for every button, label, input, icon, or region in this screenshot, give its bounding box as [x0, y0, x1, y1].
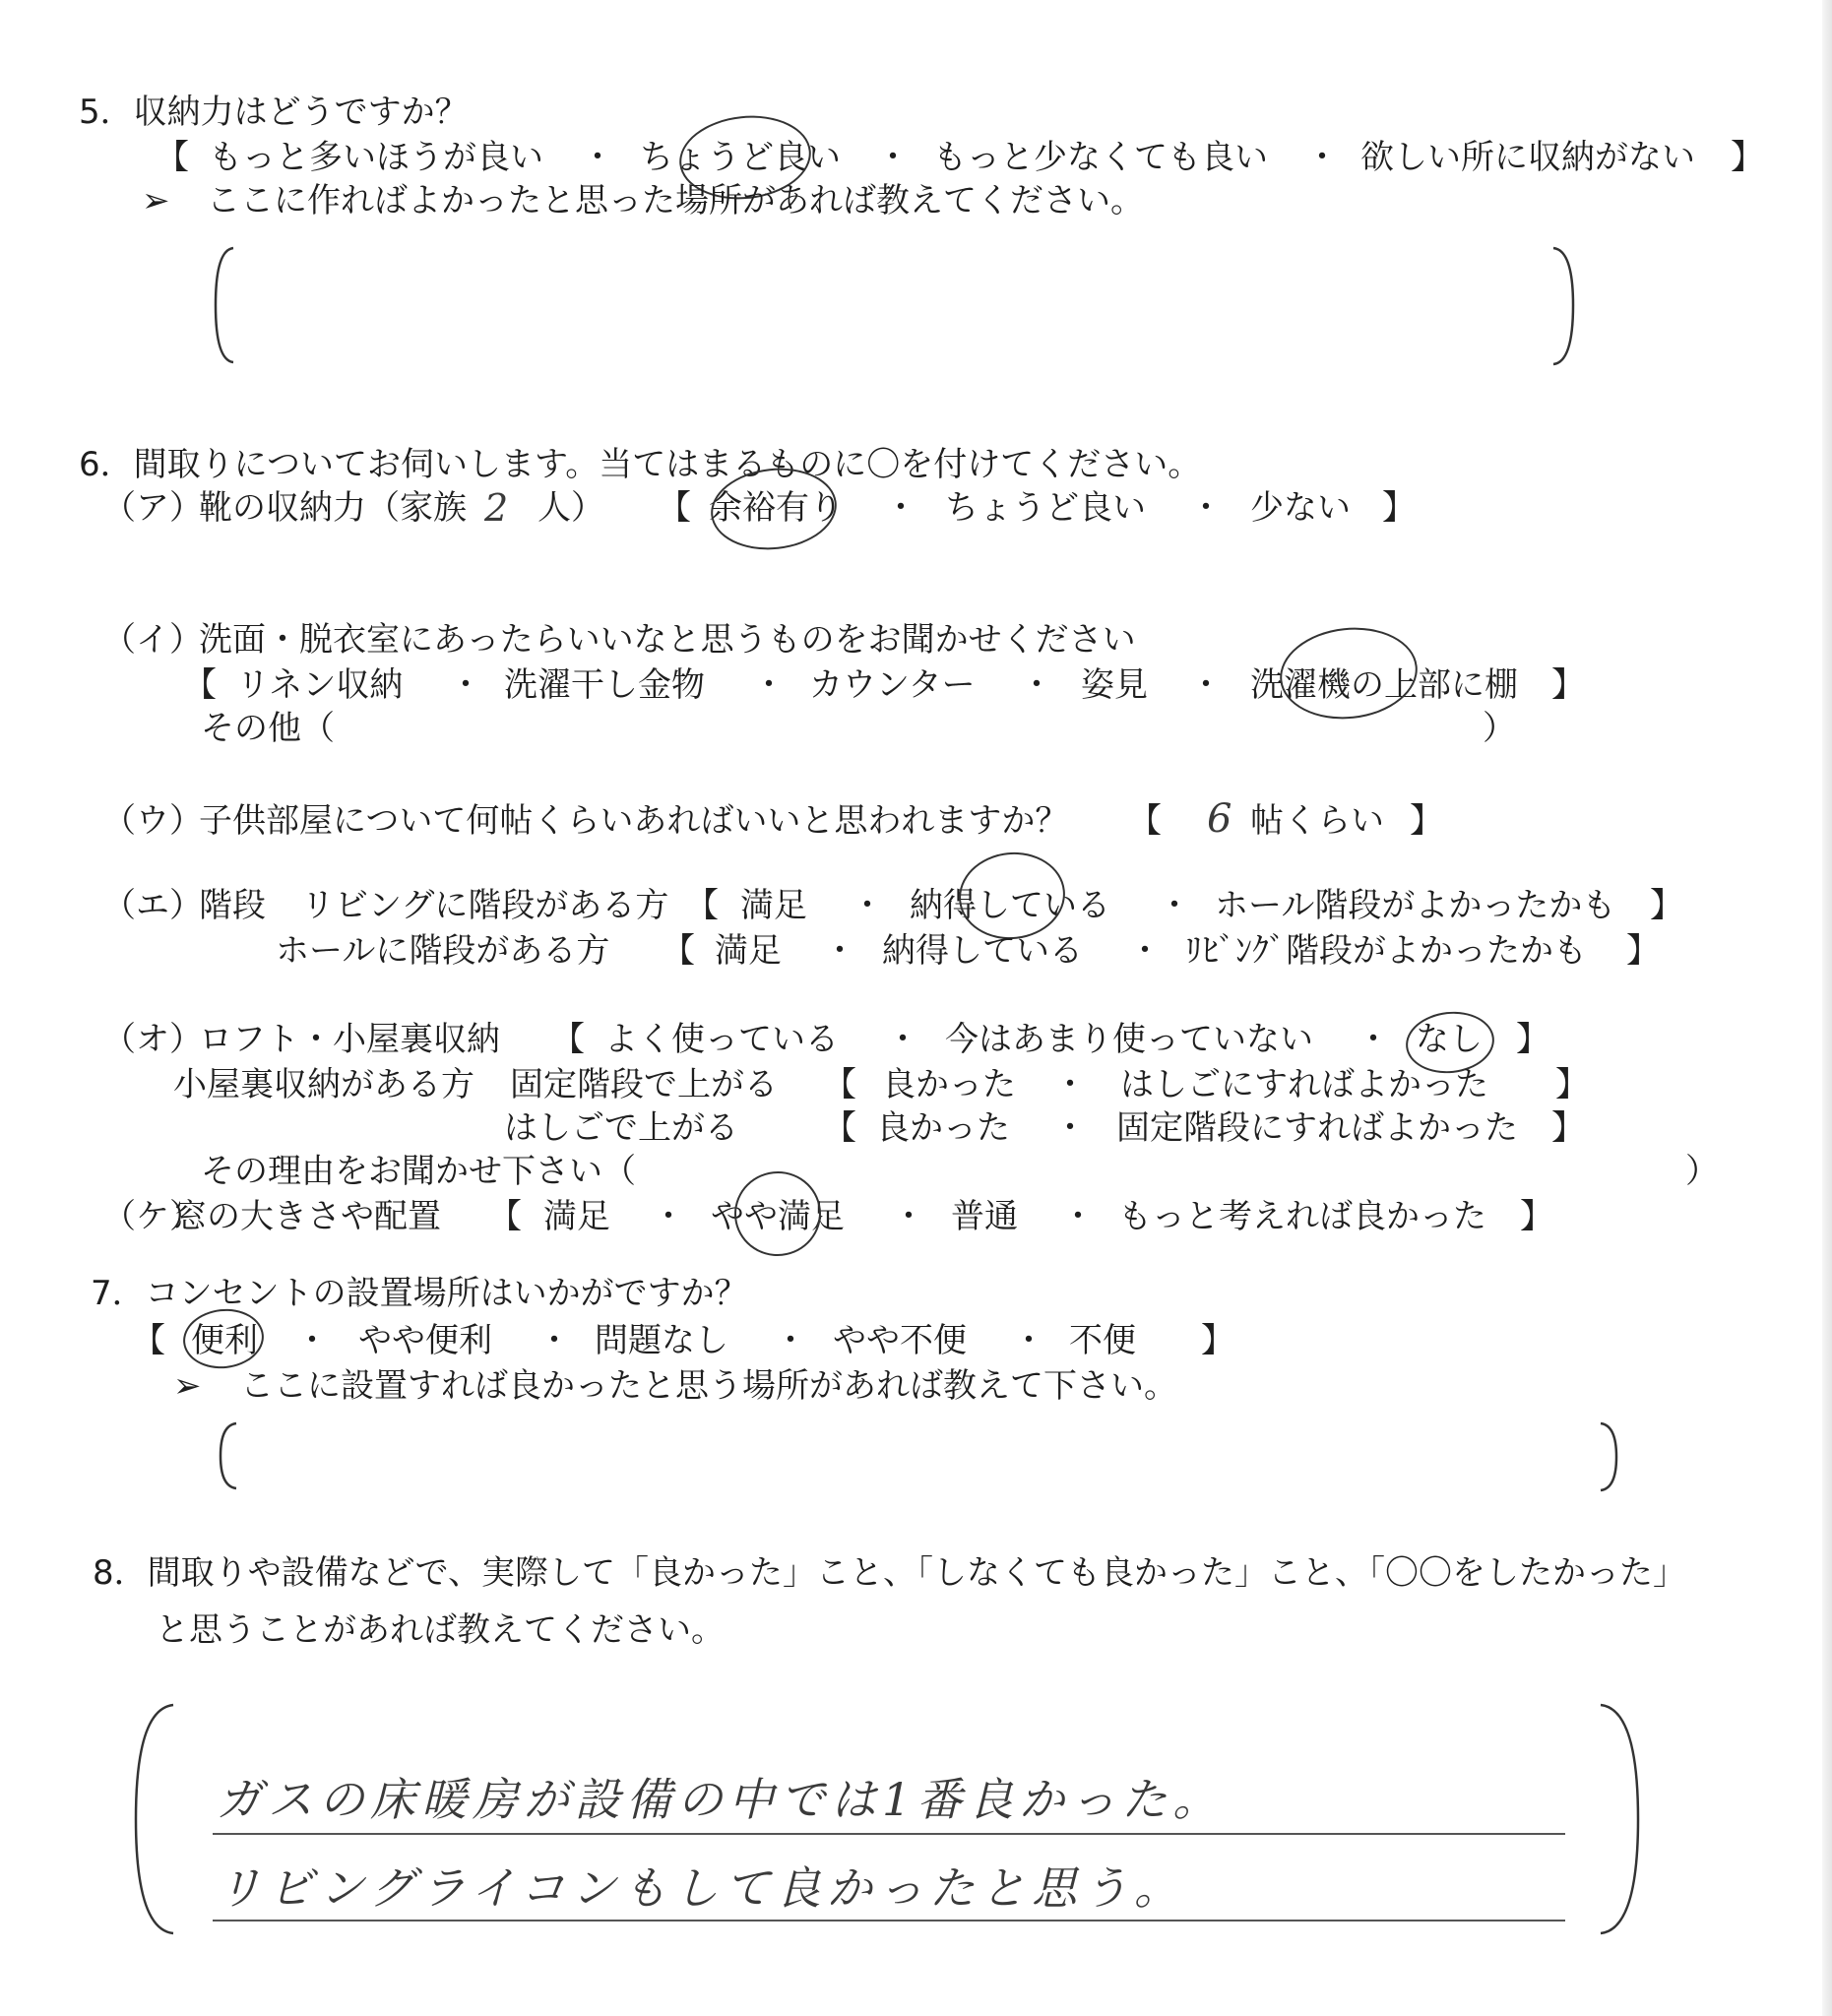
- separator: ・: [774, 1321, 807, 1360]
- q5-option-2[interactable]: ちょうど良い: [640, 138, 841, 177]
- q6e-text: 階段: [199, 886, 266, 925]
- q8-title-line2: と思うことがあれば教えてください。: [156, 1610, 725, 1650]
- separator: ・: [652, 1197, 685, 1236]
- separator: ・: [1305, 138, 1339, 177]
- q6o-open-bracket: 【: [551, 1020, 585, 1059]
- q6a-close-bracket: 】: [1382, 488, 1416, 528]
- q6i-close-bracket: 】: [1551, 665, 1585, 705]
- q5-option-4[interactable]: 欲しい所に収納がない: [1360, 138, 1695, 177]
- q6o-option-2[interactable]: 今はあまり使っていない: [945, 1020, 1313, 1059]
- q6i-option-4[interactable]: 姿見: [1081, 665, 1148, 705]
- q6e-label: （エ）: [102, 886, 203, 925]
- q7-open-bracket: 【: [132, 1321, 165, 1360]
- arrow-icon: ➢: [142, 181, 170, 220]
- q6u-label: （ウ）: [102, 801, 203, 841]
- q5-answer-right-bracket: [1548, 246, 1577, 366]
- separator: ・: [876, 138, 910, 177]
- q6o-fixed-close: 】: [1555, 1065, 1589, 1104]
- q6a-family-count[interactable]: 2: [484, 486, 515, 530]
- q6o-option-3[interactable]: なし: [1416, 1020, 1483, 1059]
- separator: ・: [537, 1321, 571, 1360]
- q7-title: 7．コンセントの設置場所はいかがですか？: [91, 1274, 748, 1313]
- q6ke-option-3[interactable]: 普通: [951, 1197, 1018, 1236]
- q6ke-label: （ケ）: [102, 1197, 203, 1236]
- q7-option-1[interactable]: 便利: [191, 1321, 258, 1360]
- arrow-icon: ➢: [173, 1366, 202, 1406]
- q6i-open-bracket: 【: [183, 665, 217, 705]
- q6ke-text: 窓の大きさや配置: [173, 1197, 441, 1236]
- q6a-option-1[interactable]: 余裕有り: [709, 488, 843, 528]
- separator: ・: [1020, 665, 1053, 705]
- q5-option-1[interactable]: もっと多いほうが良い: [209, 138, 543, 177]
- q6u-close-bracket: 】: [1410, 801, 1443, 841]
- separator: ・: [886, 1020, 919, 1059]
- q7-option-4[interactable]: やや不便: [833, 1321, 967, 1360]
- q6ke-option-1[interactable]: 満足: [543, 1197, 610, 1236]
- q5-title: 5．収納力はどうですか？: [79, 93, 469, 132]
- q7-option-3[interactable]: 問題なし: [595, 1321, 728, 1360]
- q6e-row1-open: 【: [685, 886, 719, 925]
- q6e-row1-option-1[interactable]: 満足: [740, 886, 807, 925]
- q5-follow-up: ここに作ればよかったと思った場所があれば教えてください。: [207, 181, 1144, 220]
- q7-answer-left-bracket: [217, 1421, 246, 1490]
- separator: ・: [752, 665, 786, 705]
- q8-answer-line1[interactable]: ガスの床暖房が設備の中では1番良かった。: [217, 1773, 1225, 1826]
- separator: ・: [1357, 1020, 1390, 1059]
- q6e-row2-option-3[interactable]: ﾘﾋﾞﾝｸﾞ階段がよかったかも: [1185, 931, 1587, 971]
- separator: ・: [1053, 1065, 1087, 1104]
- q6o-option-1[interactable]: よく使っている: [604, 1020, 839, 1059]
- q6o-ladder-label: はしごで上がる: [504, 1108, 738, 1148]
- q6u-answer[interactable]: 6: [1207, 796, 1238, 842]
- separator: ・: [1128, 931, 1162, 971]
- q8-answer-line2[interactable]: リビングライコンもして良かったと思う。: [217, 1861, 1185, 1915]
- q6ke-open-bracket: 【: [488, 1197, 522, 1236]
- q6a-unit: 人）: [537, 488, 604, 528]
- q6e-row1-option-3[interactable]: ホール階段がよかったかも: [1215, 886, 1616, 925]
- q6o-label: （オ）: [102, 1020, 203, 1059]
- separator: ・: [1012, 1321, 1045, 1360]
- q8-answer-left-bracket: [130, 1703, 179, 1935]
- q6i-text: 洗面・脱衣室にあったらいいなと思うものをお聞かせください: [199, 620, 1136, 660]
- q6o-close-bracket: 】: [1516, 1020, 1549, 1059]
- q5-open-bracket: 【: [156, 138, 189, 177]
- q5-option-3[interactable]: もっと少なくても良い: [933, 138, 1268, 177]
- q6i-option-3[interactable]: カウンター: [809, 665, 976, 705]
- q6o-reason-label: その理由をお聞かせ下さい（: [201, 1152, 636, 1191]
- scan-edge: [1822, 0, 1832, 2016]
- separator: ・: [1061, 1197, 1095, 1236]
- separator: ・: [1053, 1108, 1087, 1148]
- q6i-option-1[interactable]: リネン収納: [236, 665, 404, 705]
- q7-follow-up: ここに設置すれば良かったと思う場所があれば教えて下さい。: [240, 1366, 1177, 1406]
- q6a-label: （ア）: [102, 488, 203, 528]
- q6e-row1-close: 】: [1650, 886, 1683, 925]
- q6o-sub-label: 小屋裏収納がある方: [173, 1065, 474, 1104]
- q6ke-close-bracket: 】: [1520, 1197, 1553, 1236]
- q8-answer-rule-2: [213, 1920, 1565, 1922]
- q5-answer-left-bracket: [212, 246, 241, 364]
- q6o-fixed-option-1[interactable]: 良かった: [882, 1065, 1016, 1104]
- q6o-ladder-close: 】: [1551, 1108, 1585, 1148]
- q6ke-selected-circle: [730, 1167, 826, 1261]
- separator: ・: [884, 488, 917, 528]
- q6o-reason-close: ）: [1685, 1152, 1719, 1191]
- q6i-option-5[interactable]: 洗濯機の上部に棚: [1250, 665, 1518, 705]
- q6a-option-2[interactable]: ちょうど良い: [945, 488, 1146, 528]
- q6o-ladder-open: 【: [823, 1108, 856, 1148]
- separator: ・: [823, 931, 856, 971]
- q6i-other-close: ）: [1483, 709, 1516, 748]
- q6o-ladder-option-2[interactable]: 固定階段にすればよかった: [1116, 1108, 1518, 1148]
- separator: ・: [295, 1321, 329, 1360]
- separator: ・: [892, 1197, 925, 1236]
- q6u-open-bracket: 【: [1128, 801, 1162, 841]
- q6e-row2-option-2[interactable]: 納得している: [882, 931, 1083, 971]
- q6-title: 6．間取りについてお伺いします。当てはまるものに〇を付けてください。: [79, 445, 1202, 484]
- q6i-option-2[interactable]: 洗濯干し金物: [504, 665, 705, 705]
- q6e-row2-option-1[interactable]: 満足: [715, 931, 782, 971]
- q6a-open-bracket: 【: [658, 488, 691, 528]
- q6o-text: ロフト・小屋裏収納: [199, 1020, 500, 1059]
- q6u-text: 子供部屋について何帖くらいあればいいと思われますか？: [199, 801, 1069, 841]
- q6o-fixed-label: 固定階段で上がる: [510, 1065, 778, 1104]
- q6o-ladder-option-1[interactable]: 良かった: [876, 1108, 1010, 1148]
- q7-close-bracket: 】: [1201, 1321, 1234, 1360]
- separator: ・: [1158, 886, 1191, 925]
- q6i-other-label: その他（: [201, 709, 335, 748]
- q6e-row2-close: 】: [1626, 931, 1660, 971]
- q6e-row2-open: 【: [662, 931, 695, 971]
- q5-close-bracket: 】: [1731, 138, 1764, 177]
- separator: ・: [581, 138, 614, 177]
- q7-option-5[interactable]: 不便: [1069, 1321, 1136, 1360]
- q8-answer-right-bracket: [1595, 1703, 1644, 1935]
- q6ke-option-2[interactable]: やや満足: [711, 1197, 845, 1236]
- q6i-label: （イ）: [102, 620, 203, 660]
- q6e-row2-label: ホールに階段がある方: [276, 931, 610, 971]
- q6e-row1-option-2[interactable]: 納得している: [910, 886, 1110, 925]
- q8-title-line1: 8．間取りや設備などで、実際して「良かった」こと、「しなくても良かった」こと、「〇〇をしたかった」: [93, 1553, 1686, 1593]
- q8-answer-rule-1: [213, 1833, 1565, 1835]
- q7-option-2[interactable]: やや便利: [358, 1321, 492, 1360]
- q6a-option-3[interactable]: 少ない: [1250, 488, 1351, 528]
- separator: ・: [1189, 488, 1223, 528]
- q6o-fixed-option-2[interactable]: はしごにすればよかった: [1120, 1065, 1488, 1104]
- q6a-text: 靴の収納力（家族: [199, 488, 467, 528]
- separator: ・: [1189, 665, 1223, 705]
- separator: ・: [449, 665, 482, 705]
- q6i-selected-circle: [1276, 621, 1422, 725]
- q6o-fixed-open: 【: [823, 1065, 856, 1104]
- q6e-row1-label: リビングに階段がある方: [301, 886, 669, 925]
- separator: ・: [851, 886, 884, 925]
- q7-answer-right-bracket: [1593, 1421, 1622, 1492]
- q6ke-option-4[interactable]: もっと考えれば良かった: [1118, 1197, 1486, 1236]
- q6u-suffix: 帖くらい: [1250, 801, 1384, 841]
